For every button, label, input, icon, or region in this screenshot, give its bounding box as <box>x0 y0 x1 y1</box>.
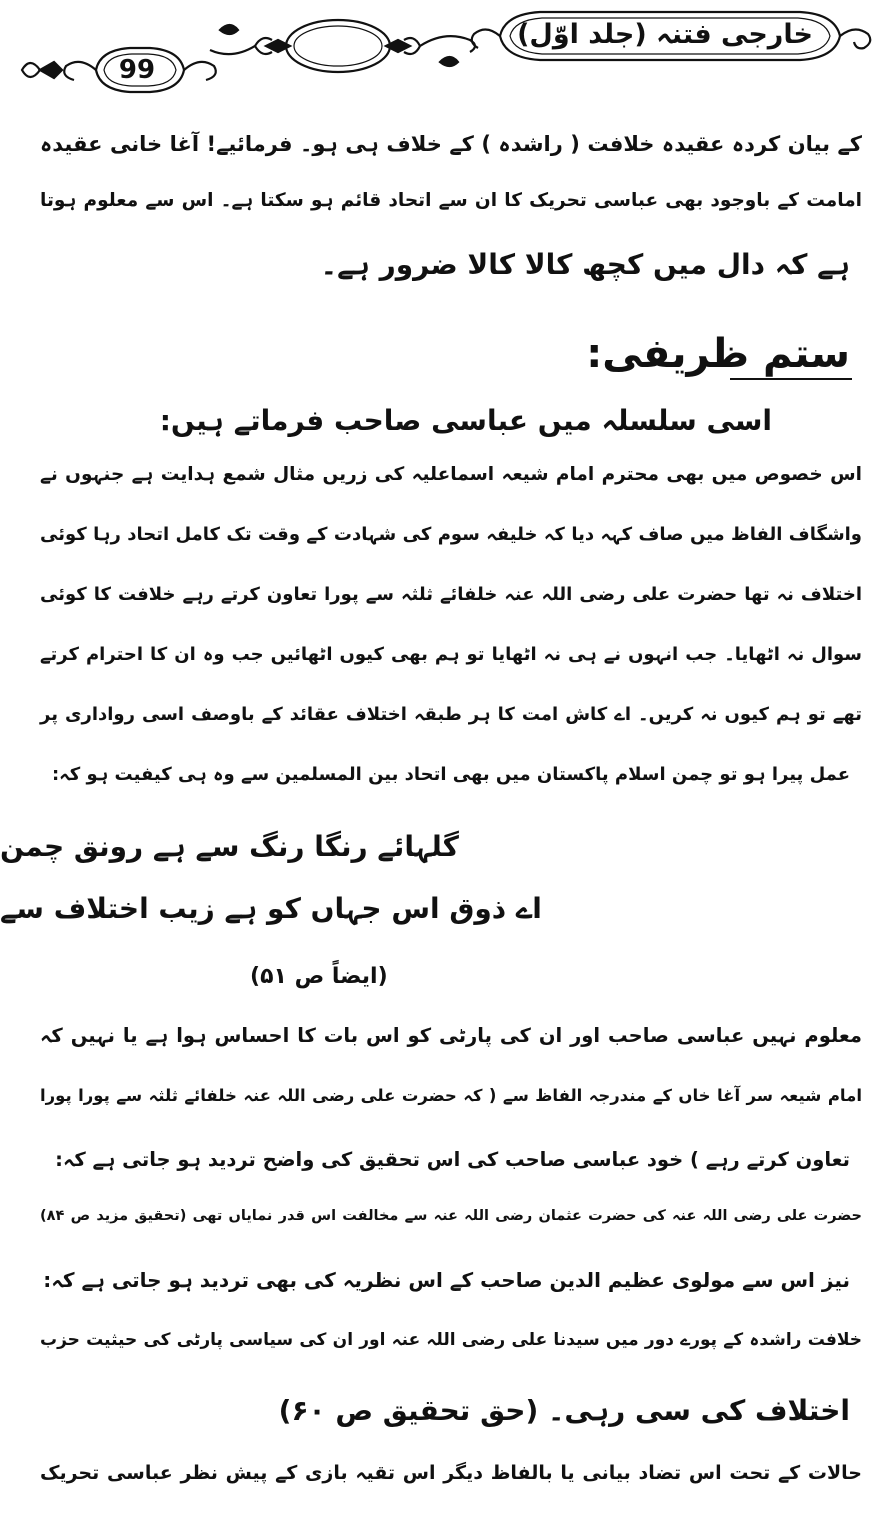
quote-line-2: واشگاف الفاظ میں صاف کہہ دیا کہ خلیفہ سوم کی شہادت کے وقت تک کامل اتحاد رہا کوئی <box>40 524 862 545</box>
para2-line-8: حالات کے تحت اس تضاد بیانی یا بالفاظ دیگر اس تقیہ بازی کے پیش نظر عباسی تحریک <box>40 1462 862 1484</box>
quote-line-6: عمل پیرا ہو تو چمن اسلام پاکستان میں بھی اتحاد بین المسلمین سے وہ ہی کیفیت ہو کہ: <box>51 764 850 785</box>
page-number: 99 <box>118 55 156 85</box>
quote-line-1: اس خصوص میں بھی محترم امام شیعہ اسماعلیہ کی زریں مثال شمع ہدایت ہے جنہوں نے <box>40 464 862 485</box>
reference-1: (ایضاً ص ۵۱) <box>250 964 388 989</box>
para2-line-5: نیز اس سے مولوی عظیم الدین صاحب کے اس نظریہ کی بھی تردید ہو جاتی ہے کہ: <box>43 1268 850 1292</box>
verse-line-1: گلہائے رنگا رنگ سے ہے رونق چمن <box>0 830 459 863</box>
quote-line-5: تھے تو ہم کیوں نہ کریں۔ اے کاش امت کا ہر طبقہ اختلاف عقائد کے باوصف اسی رواداری پر <box>40 704 862 725</box>
para2-line-2: امام شیعہ سر آغا خاں کے مندرجہ الفاظ سے ( کہ حضرت علی رضی اللہ عنہ خلفائے ثلثہ سے پورا پورا <box>40 1086 862 1105</box>
verse-line-2: اے ذوق اس جہاں کو ہے زیب اختلاف سے <box>0 892 542 925</box>
para2-line-7: اختلاف کی سی رہی۔ (حق تحقیق ص ۶۰) <box>278 1394 850 1427</box>
para2-line-4: حضرت علی رضی اللہ عنہ کی حضرت عثمان رضی اللہ عنہ سے مخالفت اس قدر نمایاں تھی (تحقیق مزید ص ۸۴) <box>40 1208 862 1224</box>
heading-underline <box>730 378 852 380</box>
quote-intro: اسی سلسلہ میں عباسی صاحب فرماتے ہیں: <box>159 404 772 437</box>
running-title: خارجی فتنہ (جلد اوّل) <box>517 18 813 50</box>
page-header <box>0 0 890 100</box>
para2-line-3: تعاون کرتے رہے ) خود عباسی صاحب کی اس تحقیق کی واضح تردید ہو جاتی ہے کہ: <box>55 1148 850 1171</box>
para2-line-6: خلافت راشدہ کے پورے دور میں سیدنا علی رضی اللہ عنہ اور ان کی سیاسی پارٹی کی حیثیت حزب <box>40 1330 862 1350</box>
para1-line-3: ہے کہ دال میں کچھ کالا کالا ضرور ہے۔ <box>320 248 850 281</box>
para1-line-2: امامت کے باوجود بھی عباسی تحریک کا ان سے اتحاد قائم ہو سکتا ہے۔ اس سے معلوم ہوتا <box>40 190 862 211</box>
quote-line-4: سوال نہ اٹھایا۔ جب انہوں نے ہی نہ اٹھایا تو ہم بھی کیوں اٹھائیں جب وہ ان کا احترام کرتے <box>40 644 862 665</box>
quote-line-3: اختلاف نہ تھا حضرت علی رضی اللہ عنہ خلفائے ثلثہ سے پورا تعاون کرتے رہے خلافت کا کوئی <box>40 584 862 605</box>
para1-line-1: کے بیان کردہ عقیدہ خلافت ( راشدہ ) کے خلاف ہی ہو۔ فرمائیے! آغا خانی عقیدہ <box>40 132 862 156</box>
para2-line-1: معلوم نہیں عباسی صاحب اور ان کی پارٹی کو اس بات کا احساس ہوا ہے یا نہیں کہ <box>40 1024 862 1047</box>
section-heading: ستم ظریفی: <box>586 331 850 377</box>
